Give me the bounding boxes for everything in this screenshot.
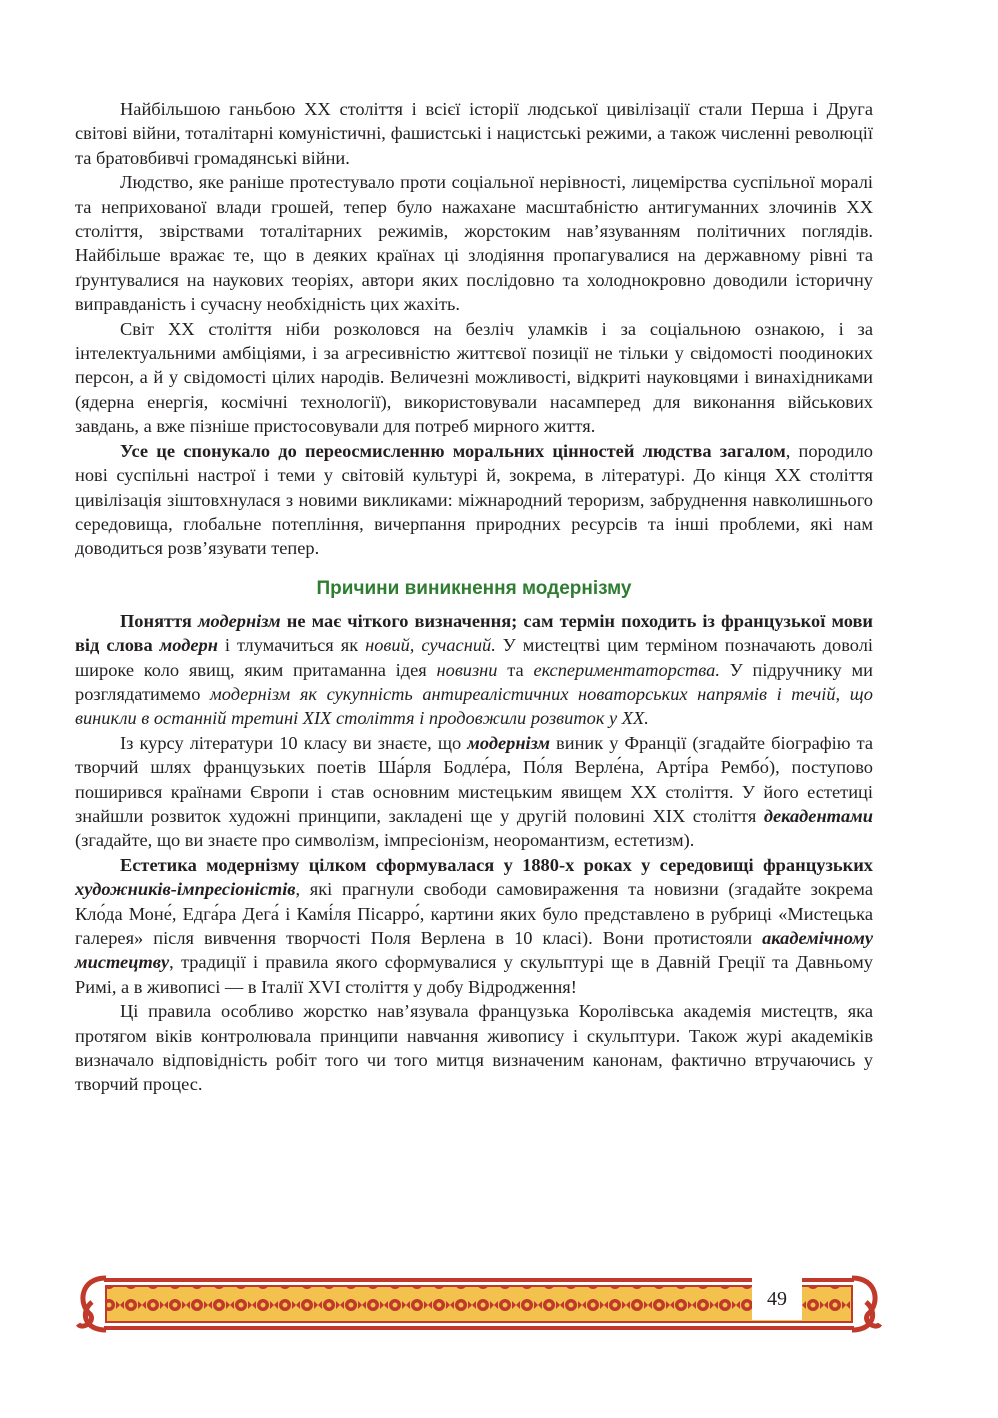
p6-text: виник у Франції (згадайте біографію та творчий шлях французьких поетів Ша́рля Бодле́ра, По́ля Верле́на, Арті́ра Рембо́), поступово поширився країнами Європи і став основним мистецьким явищем XX століття. У його естетиці знайшли розвиток художні принципи, закладені ще у другій половині XIX століття: [75, 732, 874, 826]
paragraph-2: Людство, яке раніше протестувало проти соціальної нерівності, лицемірства суспільної моралі та неприхованої влади грошей, тепер було нажахане масштабністю антигуманних злочинів XX століття, звірствами тоталітарних режимів, жорстоким нав’язуванням політичних поглядів. Найбільше вражає те, що в деяких країнах ці злодіяння пропагувалися на державному рівні та ґрунтувалися на наукових теоріях, автори яких послідовно та холоднокровно доводили історичну виправданість і сучасну необхідність цих жахіть.: [75, 172, 873, 315]
p5-term: експериментаторства.: [533, 659, 720, 680]
page-number: 49: [752, 1278, 802, 1320]
p5-text: Поняття: [120, 610, 198, 631]
paragraph-1: Найбільшою ганьбою XX століття і всієї історії людської цивілізації стали Перша і Друга світові війни, тоталітарні комуністичні, фашистські і нацистські режими, а також численні революції та братовбивчі громадянські війни.: [75, 99, 873, 168]
paragraph-6: [75, 731, 873, 853]
p7-term: художників-імпресіоністів: [75, 879, 296, 900]
p5-term: модернізм: [197, 610, 281, 631]
p5-definition: модернізм як сукупність антиреалістичних новаторських напрямів і течій, що виникли в останній третині XIX століття і продовжили розвиток у XX.: [75, 683, 873, 729]
page-body: [75, 97, 873, 1097]
p7-term: академічному мистецтву: [75, 928, 873, 973]
p5-text: У мистецтві цим терміном позначають доволі широке коло явищ, яким притаманна ідея: [75, 635, 873, 680]
left-scroll-icon: [78, 1278, 106, 1330]
p6-text: Із курсу літератури 10 класу ви знаєте, що: [120, 732, 468, 753]
p5-term: новизни: [436, 659, 498, 680]
paragraph-5: [75, 609, 873, 731]
p6-text: (згадайте, що ви знаєте про символізм, імпресіонізм, неоромантизм, естетизм).: [75, 830, 695, 851]
paragraph-7: [75, 853, 873, 999]
p7-text: Естетика модернізму цілком сформувалася у 1880-х роках у середовищі французьких: [120, 854, 873, 875]
p5-text: та: [497, 659, 534, 680]
paragraph-3: Світ XX століття ніби розколовся на безліч уламків і за соціальною ознакою, і за інтелектуальними амбіціями, і за агресивністю життєвої позиції не тільки у свідомості поодиноких персон, а й у свідомості цілих народів. Величезні можливості, відкриті науковцями і винахідниками (ядерна енергія, космічні технології), використовували насамперед для виконання військових завдань, а вже пізніше пристосовували для потреб мирного життя.: [75, 318, 873, 437]
paragraph-4-bold: Усе це спонукало до переосмисленню моральних цінностей людства загалом: [120, 440, 786, 461]
right-scroll-icon: [852, 1278, 880, 1330]
paragraph-8: Ці правила особливо жорстко нав’язувала французька Королівська академія мистецтв, яка протягом віків контролювала принципи навчання живопису і скульптури. Також журі академіків визначало відповідність робіт того чи того митця визначеним канонам, фактично втручаючись у творчий процес.: [75, 1001, 873, 1095]
paragraph-4-rest: , породило нові суспільні настрої і теми у світовій культурі й, зокрема, в літературі. До кінця XX століття цивілізація зіштовхнулася з новими викликами: міжнародний тероризм, забруднення навколишнього середовища, глобальне потепління, вичерпання природних ресурсів та інші проблеми, які нам доводиться розв’язувати тепер.: [75, 440, 873, 559]
p5-term: новий, сучасний.: [365, 635, 496, 656]
p7-text: , які прагнули свободи самовираження та новизни (згадайте зокрема Кло́да Моне́, Едга́ра Дега́ і Камі́ля Пісарро́, картини яких було представлено в рубриці «Мистецька галерея» після вивчення творчості Поля Верлена в 10 класі). Вони протистояли: [75, 879, 873, 948]
p6-term: декадентами: [763, 805, 873, 826]
p5-term: модерн: [159, 635, 218, 656]
p5-text: не має чіткого визначення; сам термін походить із французької мови від слова: [75, 610, 873, 656]
p7-text: , традиції і правила якого сформувалися у скульптурі ще в Давній Греції та Давньому Римі, а в живописі — в Італії XVI століття у добу Відродження!: [75, 952, 873, 997]
p5-text: У підручнику ми розглядатимемо: [75, 659, 873, 704]
section-heading: Причини виникнення модернізму: [316, 577, 632, 599]
p6-term: модернізм: [467, 732, 550, 753]
p5-text: і тлумачиться як: [217, 635, 366, 656]
paragraph-4: [75, 439, 873, 561]
